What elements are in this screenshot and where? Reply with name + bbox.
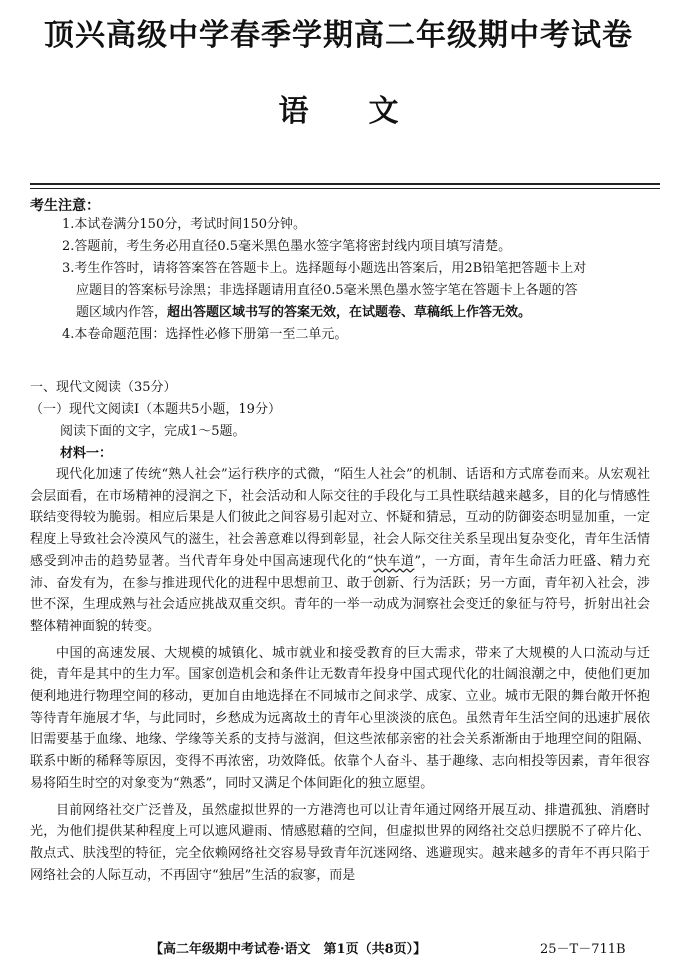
notice-heading: 考生注意： bbox=[30, 198, 100, 214]
instruction-text: 阅读下面的文字，完成1～5题。 bbox=[60, 424, 246, 439]
material-label: 材料一： bbox=[60, 446, 113, 461]
section-heading: 一、现代文阅读（35分） bbox=[30, 380, 177, 395]
paragraph-1-part-a: 现代化加速了传统“熟人社会”运行秩序的式微，“陌生人社会”的机制、话语和方式席卷而来。从宏观社会层面看，在市场精神的浸润之下，社会活动和人际交往的手段化与工具性联结越来越多，目的化与情感性联结变得较为脆弱。相应后果是人们彼此之间容易引起对立、怀疑和猜忌，互动的防御姿态明显加重，一定程度上导致社会冷漠风气的滋生，社会善意难以得到彰显，社会人际交往关系呈现出复杂变化，青年生活情感受到冲击的趋势显著。当代青年身处中国高速现代化的“ bbox=[30, 467, 650, 569]
exam-title: 顶兴高级中学春季学期高二年级期中考试卷 bbox=[44, 18, 633, 53]
wavy-underlined-term: 快车道 bbox=[373, 553, 415, 569]
notice-item-3-cont2 bbox=[62, 302, 652, 324]
paragraph-1-part-b: ”，一方面，青年生命活力旺盛、精力充沛、奋发有为，在参与推进现代化的进程中思想前卫、敢于创新、行为活跃；另一方面，青年初入社会，涉世不深，生理成熟与社会适应挑战双重交织。青年的一举一动成为洞察社会变迁的象征与符号，折射出社会整体精神面貌的转变。 bbox=[30, 553, 650, 634]
paragraph-1 bbox=[30, 464, 650, 638]
notice-item-4: 4.本卷命题范围：选择性必修下册第一至二单元。 bbox=[62, 327, 348, 342]
footer-code: 25－T－711B bbox=[540, 942, 626, 957]
notice-item-3-cont: 应题目的答案标号涂黑；非选择题请用直径0.5毫米黑色墨水签字笔在答题卡上各题的答 bbox=[76, 283, 578, 298]
notice-item-3: 3.考生作答时，请将答案答在答题卡上。选择题每小题选出答案后，用2B铅笔把答题卡上对 bbox=[62, 261, 587, 276]
divider-thick bbox=[30, 183, 660, 185]
subsection-heading: （一）现代文阅读Ⅰ（本题共5小题，19分） bbox=[30, 402, 281, 417]
notice-item-1: 1.本试卷满分150分，考试时间150分钟。 bbox=[62, 217, 307, 232]
reading-passage bbox=[30, 464, 650, 891]
notice-item-3-tail: 题区域内作答， bbox=[76, 305, 168, 320]
footer-label: 【高二年级期中考试卷·语文 第1页（共8页）】 bbox=[150, 942, 427, 957]
paragraph-3: 目前网络社交广泛普及，虽然虚拟世界的一方港湾也可以让青年通过网络开展互动、排遣孤独、消磨时光，为他们提供某种程度上可以遮风避雨、情感慰藉的空间，但虚拟世界的网络社交总归摆脱不了碎片化、散点式、肤浅型的特征，完全依赖网络社交容易导致青年沉迷网络、逃避现实。越来越多的青年不再只陷于网络社会的人际互动，不再固守“独居”生活的寂寥，而是 bbox=[30, 802, 650, 883]
notice-list bbox=[62, 214, 652, 346]
subject-title: 语文 bbox=[278, 94, 459, 129]
divider-thin bbox=[30, 188, 660, 189]
notice-warning: 超出答题区域书写的答案无效，在试题卷、草稿纸上作答无效。 bbox=[167, 305, 532, 320]
notice-item-2: 2.答题前，考生务必用直径0.5毫米黑色墨水签字笔将密封线内项目填写清楚。 bbox=[62, 239, 512, 254]
paragraph-2: 中国的高速发展、大规模的城镇化、城市就业和接受教育的巨大需求，带来了大规模的人口流动与迁徙，青年是其中的生力军。国家创造机会和条件让无数青年投身中国式现代化的壮阔浪潮之中，使他们更加便利地进行物理空间的移动，更加自由地选择在不同城市之间求学、成家、立业。城市无限的舞台敞开怀抱等待青年施展才华，与此同时，乡愁成为远离故土的青年心里淡淡的底色。虽然青年生活空间的迅速扩展依旧需要基于血缘、地缘、学缘等关系的支持与滋润，但这些浓郁亲密的社会关系渐渐由于地理空间的阻隔、联系中断的稀释等原因，变得不再浓密，功效降低。依靠个人奋斗、基于趣缘、志向相投等因素，青年很容易将陌生时空的对象变为“熟悉”，同时又满足个体间距化的独立愿望。 bbox=[30, 645, 650, 791]
